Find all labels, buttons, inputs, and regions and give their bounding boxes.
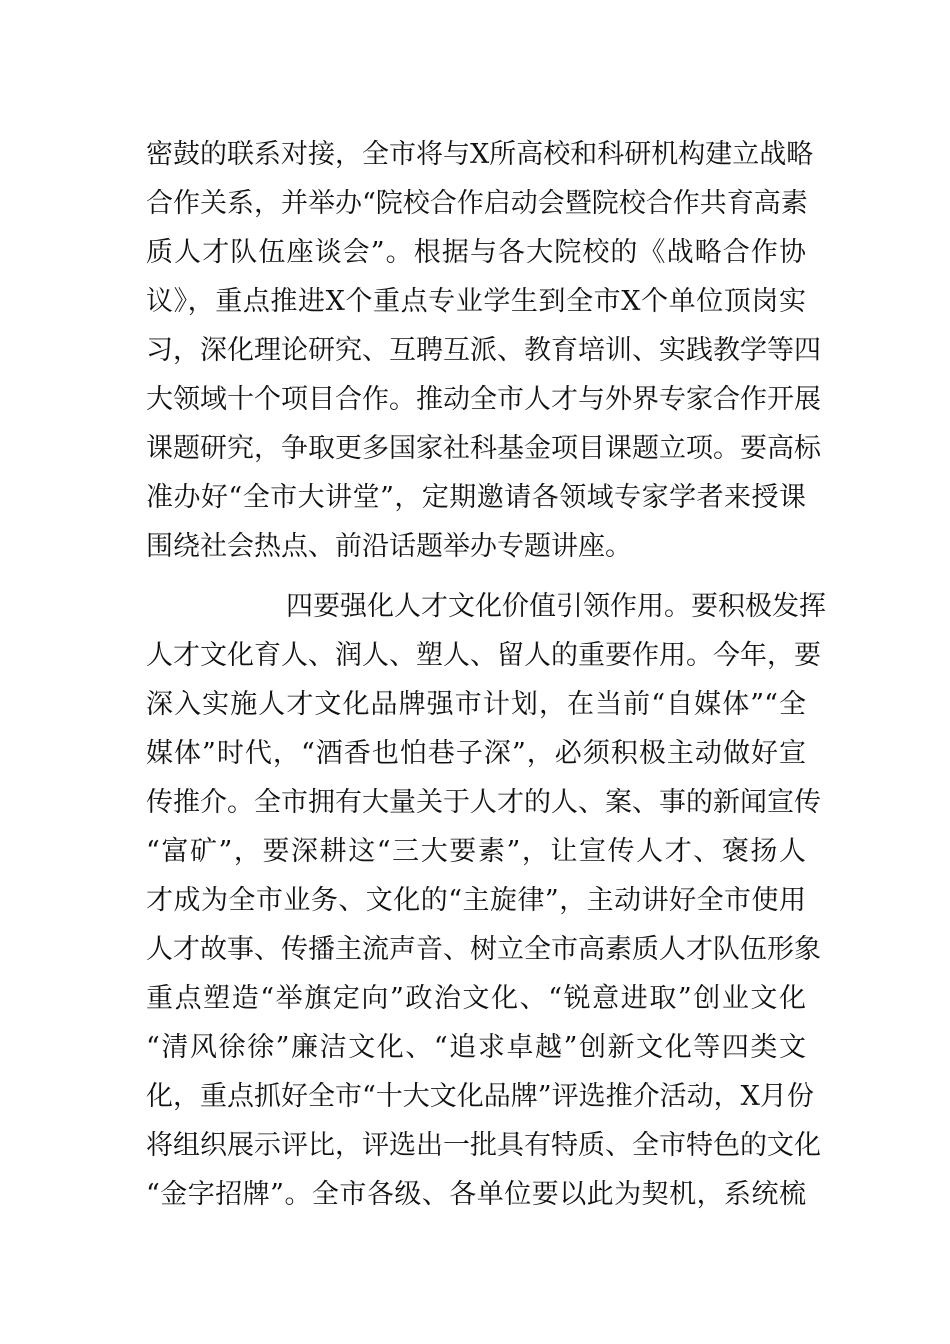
text-line: 合作关系，并举办“院校合作启动会暨院校合作共育高素 — [146, 188, 808, 219]
text-line: 课题研究，争取更多国家社科基金项目课题立项。要高标 — [146, 433, 821, 464]
text-line: 传推介。全市拥有大量关于人才的人、案、事的新闻宣传 — [146, 787, 821, 818]
text-line: 媒体”时代，“酒香也怕巷子深”，必须积极主动做好宣 — [146, 738, 806, 769]
text-line: 才成为全市业务、文化的“主旋律”，主动讲好全市使用 — [146, 885, 806, 916]
text-line: 人才文化育人、润人、塑人、留人的重要作用。今年，要 — [146, 640, 821, 671]
text-line: 议》，重点推进X个重点专业学生到全市X个单位顶岗实 — [146, 286, 806, 317]
text-line: 围绕社会热点、前沿话题举办专题讲座。 — [146, 531, 632, 562]
text-line: “富矿”，要深耕这“三大要素”，让宣传人才、褒扬人 — [146, 836, 806, 867]
text-line: 密鼓的联系对接，全市将与X所高校和科研机构建立战略 — [146, 139, 814, 170]
text-line: 将组织展示评比，评选出一批具有特质、全市特色的文化 — [146, 1130, 821, 1161]
text-line: 深入实施人才文化品牌强市计划，在当前“自媒体”“全 — [146, 689, 806, 720]
text-line: 大领域十个项目合作。推动全市人才与外界专家合作开展 — [146, 384, 821, 415]
text-line: “金字招牌”。全市各级、各单位要以此为契机，系统梳 — [146, 1179, 806, 1210]
text-line: 准办好“全市大讲堂”，定期邀请各领域专家学者来授课 — [146, 482, 806, 513]
text-line: 化，重点抓好全市“十大文化品牌”评选推介活动，X月份 — [146, 1081, 814, 1112]
text-line: 人才故事、传播主流声音、树立全市高素质人才队伍形象 — [146, 934, 821, 965]
text-line: 习，深化理论研究、互聘互派、教育培训、实践教学等四 — [146, 335, 821, 366]
text-line: 重点塑造“举旗定向”政治文化、“锐意进取”创业文化 — [146, 983, 806, 1014]
paragraph-start-line: 四要强化人才文化价值引领作用。要积极发挥 — [286, 591, 826, 622]
text-line: “清风徐徐”廉洁文化、“追求卓越”创新文化等四类文 — [146, 1032, 806, 1063]
text-line: 质人才队伍座谈会”。根据与各大院校的《战略合作协 — [146, 237, 806, 268]
